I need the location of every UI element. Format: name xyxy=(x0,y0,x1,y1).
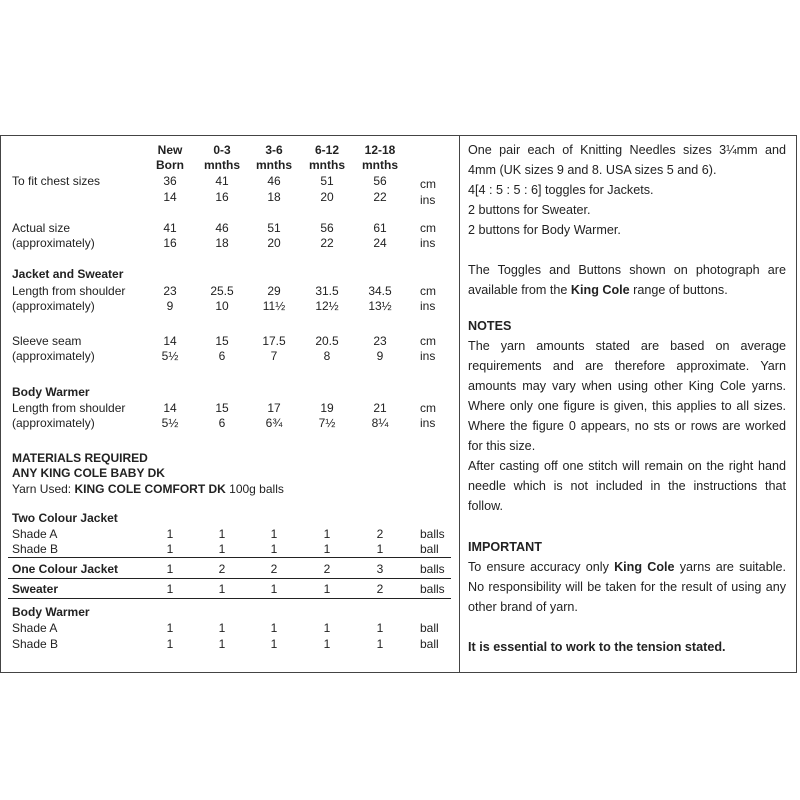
body-warmer-shade-b-value: 1 xyxy=(270,637,278,651)
body-warmer-shade-b-value: 1 xyxy=(218,637,226,651)
size-header-line1: 6-12 xyxy=(314,143,340,157)
sleeve-seam-label-2: (approximately) xyxy=(12,349,95,363)
body-warmer-shade-b-value: 1 xyxy=(376,637,384,651)
sleeve-seam-cm-value: 20.5 xyxy=(315,334,339,348)
jacket-length-cm-value: 31.5 xyxy=(315,284,339,298)
notes-text-2: After casting off one stitch will remain on the right hand needle which is not included in the instructions that follow. xyxy=(468,459,786,513)
actual-size-ins-value: 24 xyxy=(373,236,387,250)
chest-ins-value: 20 xyxy=(320,190,334,204)
sleeve-seam-cm-value: 17.5 xyxy=(262,334,286,348)
warmer-length-unit-ins: ins xyxy=(420,416,436,430)
size-header-line2: mnths xyxy=(309,158,345,172)
table-rule xyxy=(8,578,451,579)
chest-cm-value: 46 xyxy=(267,174,281,188)
sweater-value: 2 xyxy=(376,582,384,596)
sweater-label: Sweater xyxy=(12,582,59,596)
one-colour-jacket-value: 2 xyxy=(270,562,278,576)
chest-ins-value: 18 xyxy=(267,190,281,204)
table-rule xyxy=(8,557,451,558)
two-colour-shade-a-value: 1 xyxy=(323,527,331,541)
size-header-line2: mnths xyxy=(256,158,292,172)
jacket-length-cm-value: 29 xyxy=(267,284,281,298)
sleeve-seam-ins-value: 7 xyxy=(270,349,278,363)
two-colour-shade-a-value: 1 xyxy=(270,527,278,541)
body-warmer-shade-a-value: 1 xyxy=(323,621,331,635)
warmer-length-ins-value: 6 xyxy=(218,416,226,430)
notes-text: The yarn amounts stated are based on average requirements and are therefore approximate. Yarn amounts may vary when using other King Cole yarns. Where only one figure is given, this applies to all sizes. Where the figure 0 appears, no sts or rows are worked for this size. xyxy=(468,339,786,453)
important-heading: IMPORTANT xyxy=(468,540,542,554)
sweater-value: 1 xyxy=(218,582,226,596)
actual-size-ins-value: 22 xyxy=(320,236,334,250)
jacket-length-ins-value: 9 xyxy=(166,299,174,313)
one-colour-jacket-unit: balls xyxy=(420,562,445,576)
two-colour-shade-a-value: 1 xyxy=(166,527,174,541)
notes-section xyxy=(468,316,786,516)
actual-size-ins-value: 20 xyxy=(267,236,281,250)
materials-heading: MATERIALS REQUIRED xyxy=(12,451,148,465)
warmer-length-ins-value: 6¾ xyxy=(265,416,283,430)
important-text-b: yarns are suitable. No responsibility will be taken for the result of using any other brand of yarn. xyxy=(468,560,786,614)
two-colour-shade-b-value: 1 xyxy=(218,542,226,556)
two-colour-shade-b-label: Shade B xyxy=(12,542,59,556)
jacket-length-cm-value: 34.5 xyxy=(368,284,392,298)
size-header-line2: Born xyxy=(156,158,184,172)
two-colour-shade-a-value: 2 xyxy=(376,527,384,541)
jacket-length-cm-value: 23 xyxy=(163,284,177,298)
actual-size-ins-value: 16 xyxy=(163,236,177,250)
actual-size-cm-value: 56 xyxy=(320,221,334,235)
sleeve-seam-unit-cm: cm xyxy=(420,334,436,348)
column-divider xyxy=(459,135,460,673)
two-colour-shade-b-value: 1 xyxy=(166,542,174,556)
yarn-used-prefix: Yarn Used: xyxy=(12,482,75,496)
actual-size-unit-ins: ins xyxy=(420,236,436,250)
important-section xyxy=(468,537,786,617)
important-text-a: To ensure accuracy only xyxy=(468,560,615,574)
yarn-used-suffix: 100g balls xyxy=(225,482,284,496)
sweater-value: 1 xyxy=(270,582,278,596)
two-colour-shade-b-value: 1 xyxy=(270,542,278,556)
jacket-length-ins-value: 12½ xyxy=(315,299,339,313)
warmer-length-cm-value: 15 xyxy=(215,401,229,415)
size-header-line1: 3-6 xyxy=(265,143,283,157)
chest-cm-value: 56 xyxy=(373,174,387,188)
toggles-note-brand: King Cole xyxy=(570,283,630,297)
jacket-length-ins-value: 13½ xyxy=(368,299,392,313)
buttons-sweater-text: 2 buttons for Sweater. xyxy=(468,203,591,217)
two-colour-shade-a-label: Shade A xyxy=(12,527,58,541)
chest-unit-cm: cm xyxy=(420,177,436,191)
size-header-line1: New xyxy=(157,143,183,157)
body-warmer-shade-a-value: 1 xyxy=(166,621,174,635)
jacket-length-label: Length from shoulder xyxy=(12,284,126,298)
warmer-length-label: Length from shoulder xyxy=(12,401,126,415)
two-colour-shade-a-value: 1 xyxy=(218,527,226,541)
jacket-length-ins-value: 10 xyxy=(215,299,229,313)
actual-size-cm-value: 61 xyxy=(373,221,387,235)
toggles-note-text-b: range of buttons. xyxy=(629,283,728,297)
sweater-unit: balls xyxy=(420,582,445,596)
warmer-length-ins-value: 8¼ xyxy=(371,416,389,430)
warmer-length-ins-value: 5½ xyxy=(161,416,179,430)
tension-text: It is essential to work to the tension stated. xyxy=(468,640,726,654)
sleeve-seam-label: Sleeve seam xyxy=(12,334,82,348)
sleeve-seam-cm-value: 15 xyxy=(215,334,229,348)
toggles-note xyxy=(468,260,786,300)
buttons-warmer-text: 2 buttons for Body Warmer. xyxy=(468,223,621,237)
two-colour-shade-b-unit: ball xyxy=(420,542,439,556)
chest-ins-value: 22 xyxy=(373,190,387,204)
chest-unit-ins: ins xyxy=(420,193,436,207)
body-warmer-shade-a-value: 1 xyxy=(218,621,226,635)
yarn-name: KING COLE COMFORT DK xyxy=(74,482,226,496)
sleeve-seam-cm-value: 14 xyxy=(163,334,177,348)
one-colour-jacket-value: 3 xyxy=(376,562,384,576)
warmer-length-ins-value: 7½ xyxy=(318,416,336,430)
sleeve-seam-ins-value: 5½ xyxy=(161,349,179,363)
size-header-line1: 12-18 xyxy=(364,143,396,157)
materials-subheading: ANY KING COLE BABY DK xyxy=(12,466,165,480)
jacket-length-unit-cm: cm xyxy=(420,284,436,298)
one-colour-jacket-label: One Colour Jacket xyxy=(12,562,119,576)
sweater-value: 1 xyxy=(323,582,331,596)
actual-size-label-2: (approximately) xyxy=(12,236,95,250)
chest-ins-value: 16 xyxy=(215,190,229,204)
jacket-length-cm-value: 25.5 xyxy=(210,284,234,298)
actual-size-unit-cm: cm xyxy=(420,221,436,235)
jacket-length-ins-value: 11½ xyxy=(262,299,286,313)
sleeve-seam-cm-value: 23 xyxy=(373,334,387,348)
table-rule xyxy=(8,598,451,599)
two-colour-shade-a-unit: balls xyxy=(420,527,445,541)
body-warmer-shade-a-value: 1 xyxy=(270,621,278,635)
tension-note xyxy=(468,637,786,657)
toggles-text: 4[4 : 5 : 5 : 6] toggles for Jackets. xyxy=(468,183,654,197)
toggles-note-text-a: The Toggles and Buttons shown on photograph are available from the xyxy=(468,263,786,297)
notes-heading: NOTES xyxy=(468,319,512,333)
body-warmer-yarn-heading: Body Warmer xyxy=(12,605,90,619)
sleeve-seam-ins-value: 9 xyxy=(376,349,384,363)
sleeve-seam-unit-ins: ins xyxy=(420,349,436,363)
warmer-length-unit-cm: cm xyxy=(420,401,436,415)
actual-size-cm-value: 51 xyxy=(267,221,281,235)
warmer-length-cm-value: 14 xyxy=(163,401,177,415)
size-header-line2: mnths xyxy=(362,158,398,172)
size-header-line2: mnths xyxy=(204,158,240,172)
one-colour-jacket-value: 2 xyxy=(218,562,226,576)
warmer-length-label-2: (approximately) xyxy=(12,416,95,430)
sleeve-seam-ins-value: 6 xyxy=(218,349,226,363)
actual-size-cm-value: 41 xyxy=(163,221,177,235)
two-colour-shade-b-value: 1 xyxy=(376,542,384,556)
two-colour-shade-b-value: 1 xyxy=(323,542,331,556)
warmer-length-cm-value: 19 xyxy=(320,401,334,415)
sweater-value: 1 xyxy=(166,582,174,596)
actual-size-label: Actual size xyxy=(12,221,71,235)
chest-cm-value: 36 xyxy=(163,174,177,188)
needles-text: One pair each of Knitting Needles sizes 3¼mm and 4mm (UK sizes 9 and 8. USA sizes 5 and 6). xyxy=(468,143,786,177)
warmer-length-cm-value: 17 xyxy=(267,401,281,415)
warmer-length-cm-value: 21 xyxy=(373,401,387,415)
one-colour-jacket-value: 1 xyxy=(166,562,174,576)
body-warmer-heading: Body Warmer xyxy=(12,385,90,399)
body-warmer-shade-b-label: Shade B xyxy=(12,637,59,651)
body-warmer-shade-b-value: 1 xyxy=(166,637,174,651)
body-warmer-shade-b-unit: ball xyxy=(420,637,439,651)
body-warmer-shade-a-value: 1 xyxy=(376,621,384,635)
chest-ins-value: 14 xyxy=(163,190,177,204)
two-colour-heading: Two Colour Jacket xyxy=(12,511,118,525)
chest-cm-value: 51 xyxy=(320,174,334,188)
materials-info xyxy=(468,140,786,240)
jacket-length-label-2: (approximately) xyxy=(12,299,95,313)
important-brand: King Cole xyxy=(614,560,675,574)
one-colour-jacket-value: 2 xyxy=(323,562,331,576)
jacket-sweater-heading: Jacket and Sweater xyxy=(12,267,124,281)
yarn-used-line xyxy=(12,482,284,496)
jacket-length-unit-ins: ins xyxy=(420,299,436,313)
body-warmer-shade-a-label: Shade A xyxy=(12,621,58,635)
sleeve-seam-ins-value: 8 xyxy=(323,349,331,363)
chest-cm-value: 41 xyxy=(215,174,229,188)
actual-size-ins-value: 18 xyxy=(215,236,229,250)
body-warmer-shade-a-unit: ball xyxy=(420,621,439,635)
size-header-line1: 0-3 xyxy=(213,143,231,157)
body-warmer-shade-b-value: 1 xyxy=(323,637,331,651)
chest-label: To fit chest sizes xyxy=(12,174,101,188)
actual-size-cm-value: 46 xyxy=(215,221,229,235)
